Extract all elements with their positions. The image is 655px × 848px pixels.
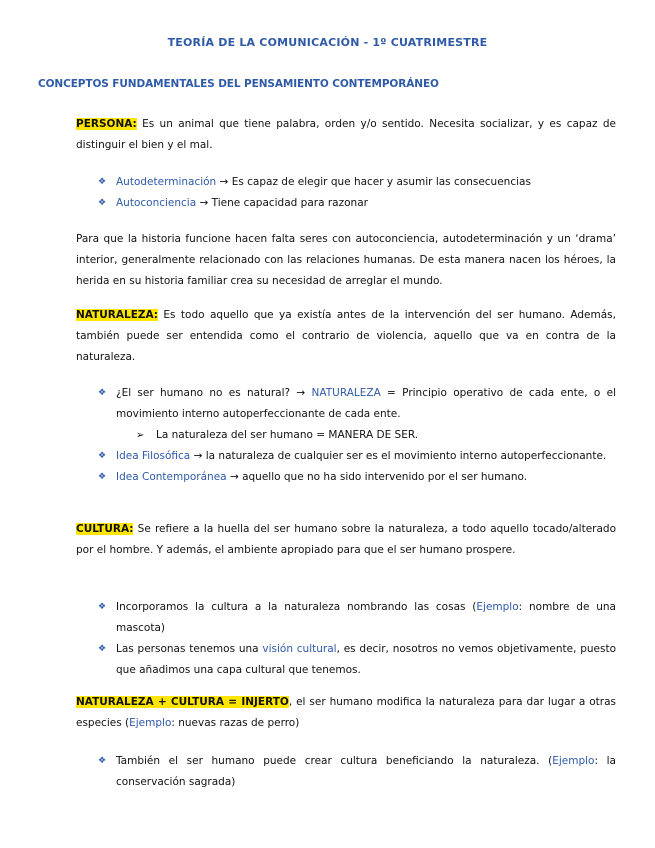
list-item: ❖ También el ser humano puede crear cultura beneficiando la naturaleza. (Ejemplo: la conservación sagrada)	[76, 751, 616, 793]
diamond-bullet-icon: ❖	[98, 177, 107, 187]
naturaleza-bullets	[76, 383, 616, 488]
injerto-term: NATURALEZA + CULTURA = INJERTO	[76, 696, 289, 708]
diamond-bullet-icon: ❖	[98, 472, 107, 482]
diamond-bullet-icon: ❖	[98, 198, 107, 208]
naturaleza-term: NATURALEZA:	[76, 309, 158, 321]
diamond-bullet-icon: ❖	[98, 388, 107, 398]
list-item: ❖ Incorporamos la cultura a la naturaleza nombrando las cosas (Ejemplo: nombre de una mascota)	[76, 597, 616, 639]
injerto-bullets	[76, 751, 616, 793]
page-title: TEORÍA DE LA COMUNICACIÓN - 1º CUATRIMESTRE	[167, 36, 488, 49]
cultura-paragraph: CULTURA: Se refiere a la huella del ser humano sobre la naturaleza, a todo aquello tocado/alterado por el hombre. Y además, el ambiente apropiado para que el ser humano prospere.	[76, 523, 616, 556]
section-subtitle: CONCEPTOS FUNDAMENTALES DEL PENSAMIENTO CONTEMPORÁNEO	[38, 78, 439, 90]
diamond-bullet-icon: ❖	[98, 451, 107, 461]
diamond-bullet-icon: ❖	[98, 756, 107, 766]
injerto-paragraph: NATURALEZA + CULTURA = INJERTO, el ser humano modifica la naturaleza para dar lugar a otras especies (Ejemplo: nuevas razas de perro)	[76, 696, 616, 729]
list-item: ❖ ¿El ser humano no es natural? → NATURALEZA = Principio operativo de cada ente, o el movimiento interno autoperfeccionante de cada ente.	[76, 383, 616, 425]
list-item: ❖ Autodeterminación → Es capaz de elegir que hacer y asumir las consecuencias	[76, 172, 616, 193]
list-item: ❖ Las personas tenemos una visión cultural, es decir, nosotros no vemos objetivamente, puesto que añadimos una capa cultural que tenemos.	[76, 639, 616, 681]
list-item: ❖ Idea Contemporánea → aquello que no ha sido intervenido por el ser humano.	[76, 467, 616, 488]
persona-bullets	[76, 172, 616, 214]
cultura-term: CULTURA:	[76, 523, 134, 535]
persona-text: Es un animal que tiene palabra, orden y/o sentido. Necesita socializar, y es capaz de distinguir el bien y el mal.	[76, 118, 616, 151]
persona-paragraph	[76, 114, 616, 156]
diamond-bullet-icon: ❖	[98, 602, 107, 612]
arrowhead-bullet-icon: ➢	[136, 430, 145, 441]
list-item: ❖ Idea Filosófica → la naturaleza de cualquier ser es el movimiento interno autoperfeccionante.	[76, 446, 616, 467]
sub-list-item: ➢ La naturaleza del ser humano = MANERA DE SER.	[76, 425, 616, 446]
diamond-bullet-icon: ❖	[98, 644, 107, 654]
historia-paragraph: Para que la historia funcione hacen falta seres con autoconciencia, autodeterminación y un ‘drama’ interior, generalmente relacionado con las relaciones humanas. De esta manera nacen los héroes, la herida en su historia familiar crea su necesidad de arreglar el mundo.	[76, 233, 616, 287]
persona-term: PERSONA:	[76, 118, 137, 130]
list-item: ❖ Autoconciencia → Tiene capacidad para razonar	[76, 193, 616, 214]
cultura-bullets	[76, 597, 616, 681]
naturaleza-paragraph: NATURALEZA: Es todo aquello que ya existía antes de la intervención del ser humano. Además, también puede ser entendida como el contrario de violencia, aquello que va en contra de la naturaleza.	[76, 309, 616, 363]
